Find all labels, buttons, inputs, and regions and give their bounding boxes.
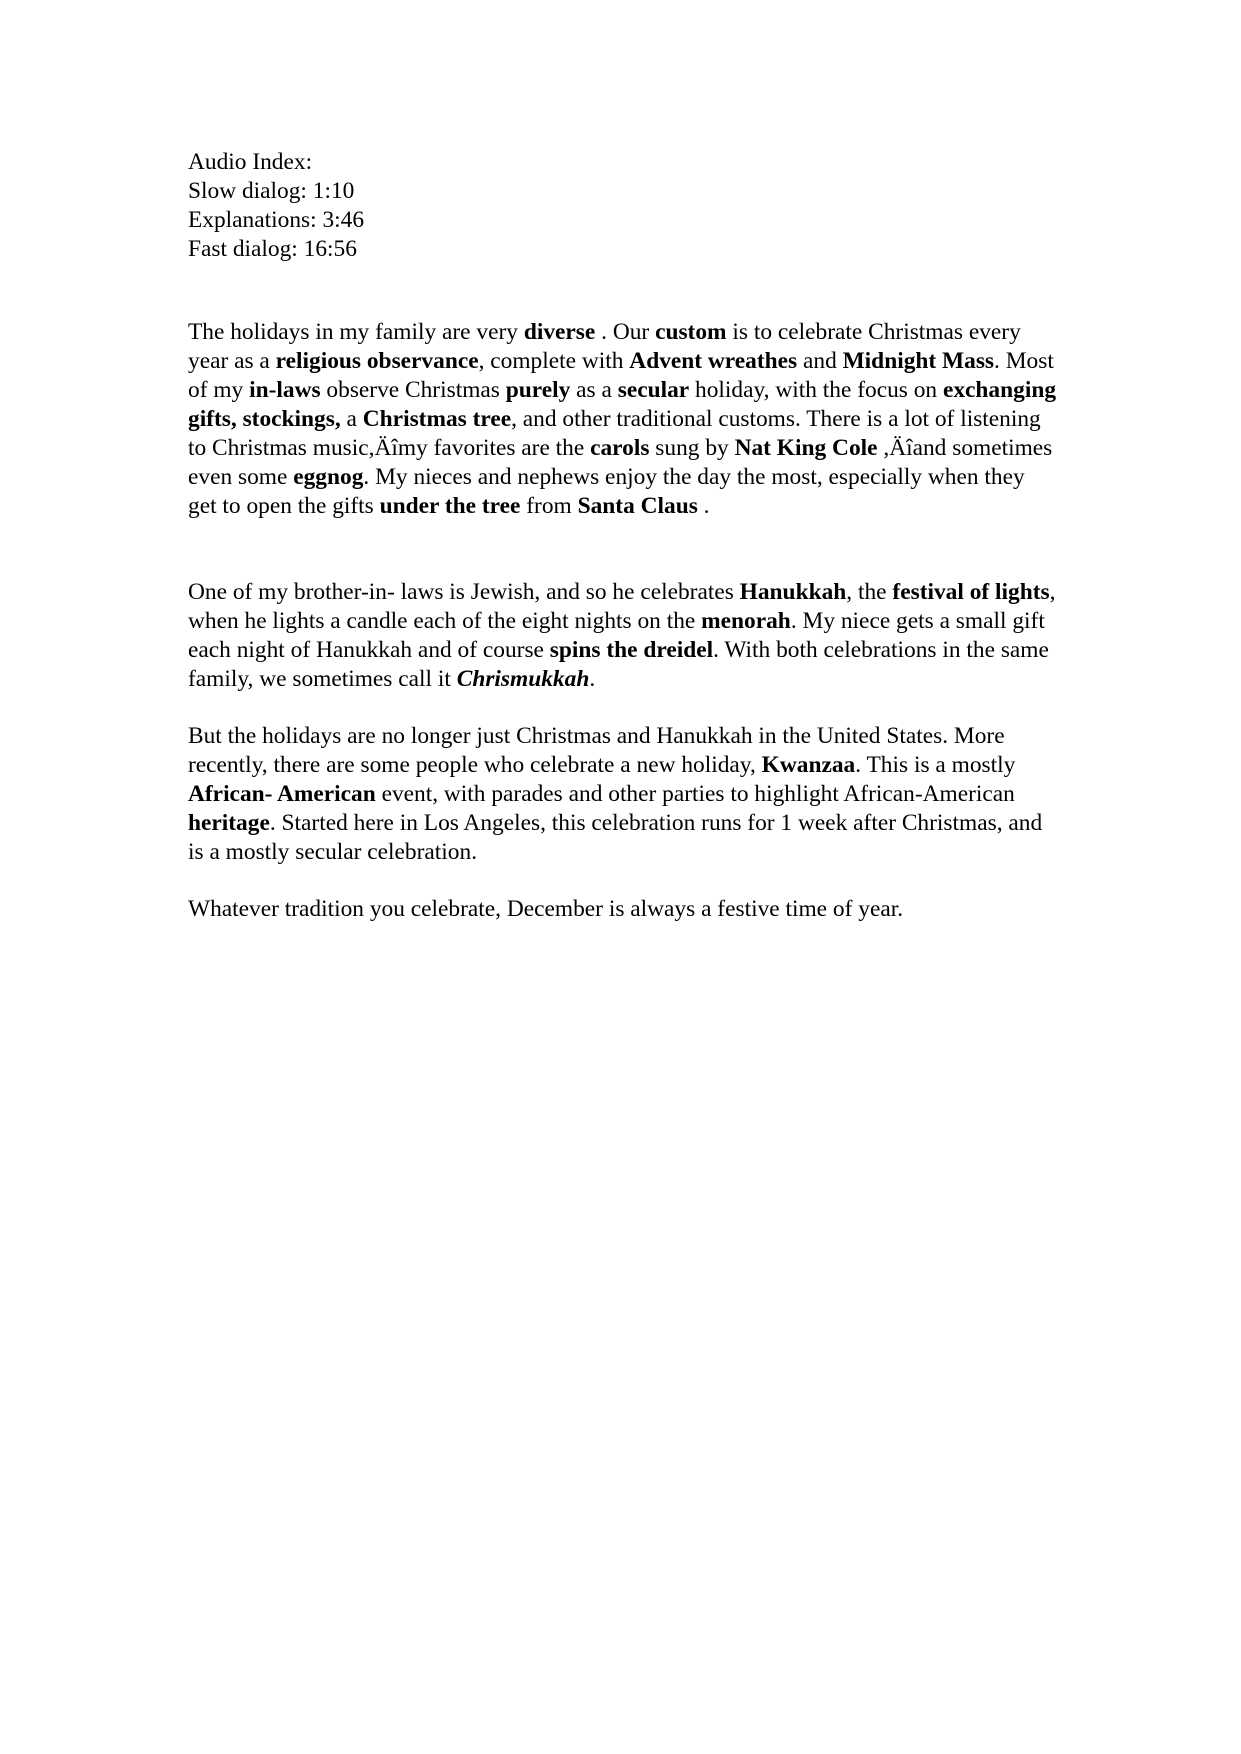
text-run: . Our xyxy=(595,319,656,345)
text-run: , and other traditional customs. There is a lot of listening to Christmas music,Äîmy favorites are the xyxy=(188,406,1041,461)
text-run: . xyxy=(589,666,596,692)
paragraph-kwanzaa xyxy=(188,722,1058,867)
text-run: . xyxy=(697,493,710,519)
bold-term: custom xyxy=(655,319,727,345)
bold-term: Christmas tree xyxy=(362,406,512,432)
text-run: The holidays in my family are very xyxy=(188,319,524,345)
bold-term: Nat King Cole xyxy=(734,435,878,461)
audio-index-item: Explanations: 3:46 xyxy=(188,207,365,233)
paragraph-christmas xyxy=(188,318,1058,521)
text-run: . Started here in Los Angeles, this celebration runs for 1 week after Christmas, and is a mostly secular celebration. xyxy=(188,810,1043,865)
text-run: , when he lights a candle each of the eight nights on the xyxy=(188,579,1056,634)
bold-term: purely xyxy=(505,377,571,403)
text-run: One of my brother-in- laws is Jewish, and so he celebrates xyxy=(188,579,740,605)
bold-term: menorah xyxy=(701,608,791,634)
text-run: is to celebrate Christmas every year as a xyxy=(188,319,1021,374)
bold-term: Midnight Mass xyxy=(842,348,995,374)
bold-term: Kwanzaa xyxy=(761,752,856,778)
bold-term: religious observance xyxy=(275,348,479,374)
bold-term: Santa Claus xyxy=(577,493,698,519)
paragraph-hanukkah xyxy=(188,578,1058,694)
bold-term: under the tree xyxy=(379,493,521,519)
text-run: , the xyxy=(846,579,893,605)
text-run: Whatever tradition you celebrate, December is always a festive time of year. xyxy=(188,896,904,922)
text-run: a xyxy=(340,406,363,432)
text-run: . Most of my xyxy=(188,348,1054,403)
text-run: ,Äîand sometimes even some xyxy=(188,435,1053,490)
audio-index-item: Fast dialog: 16:56 xyxy=(188,236,357,262)
bold-term: secular xyxy=(617,377,690,403)
text-run: holiday, with the focus on xyxy=(689,377,943,403)
bold-term: African- American xyxy=(188,781,376,807)
audio-index-item: Slow dialog: 1:10 xyxy=(188,178,355,204)
text-run: sung by xyxy=(649,435,735,461)
audio-index xyxy=(188,148,1058,264)
bold-term: carols xyxy=(590,435,650,461)
bold-term: eggnog xyxy=(293,464,364,490)
text-run: . My niece gets a small gift each night of Hanukkah and of course xyxy=(188,608,1045,663)
text-run: and xyxy=(797,348,843,374)
audio-index-heading: Audio Index: xyxy=(188,149,313,175)
bold-term: Advent wreathes xyxy=(629,348,798,374)
text-run: as a xyxy=(570,377,618,403)
text-run: from xyxy=(520,493,578,519)
text-run: observe Christmas xyxy=(320,377,506,403)
bold-term: diverse xyxy=(523,319,596,345)
bold-term: festival of lights xyxy=(892,579,1050,605)
bold-term: exchanging gifts, stockings, xyxy=(188,377,1057,432)
text-run: , complete with xyxy=(478,348,630,374)
bold-term: Hanukkah xyxy=(739,579,847,605)
paragraph-closing xyxy=(188,895,1058,924)
text-run: But the holidays are no longer just Christmas and Hanukkah in the United States. More recently, there are some people who celebrate a new holiday, xyxy=(188,723,1005,778)
text-run: . My nieces and nephews enjoy the day the most, especially when they get to open the gifts xyxy=(188,464,1025,519)
text-run: event, with parades and other parties to highlight African-American xyxy=(375,781,1015,807)
text-run: . This is a mostly xyxy=(855,752,1016,778)
bold-term: spins the dreidel xyxy=(549,637,714,663)
text-run: . With both celebrations in the same family, we sometimes call it xyxy=(188,637,1049,692)
bold-term: heritage xyxy=(188,810,270,836)
bold-italic-term: Chrismukkah xyxy=(456,666,590,692)
bold-term: in-laws xyxy=(249,377,321,403)
